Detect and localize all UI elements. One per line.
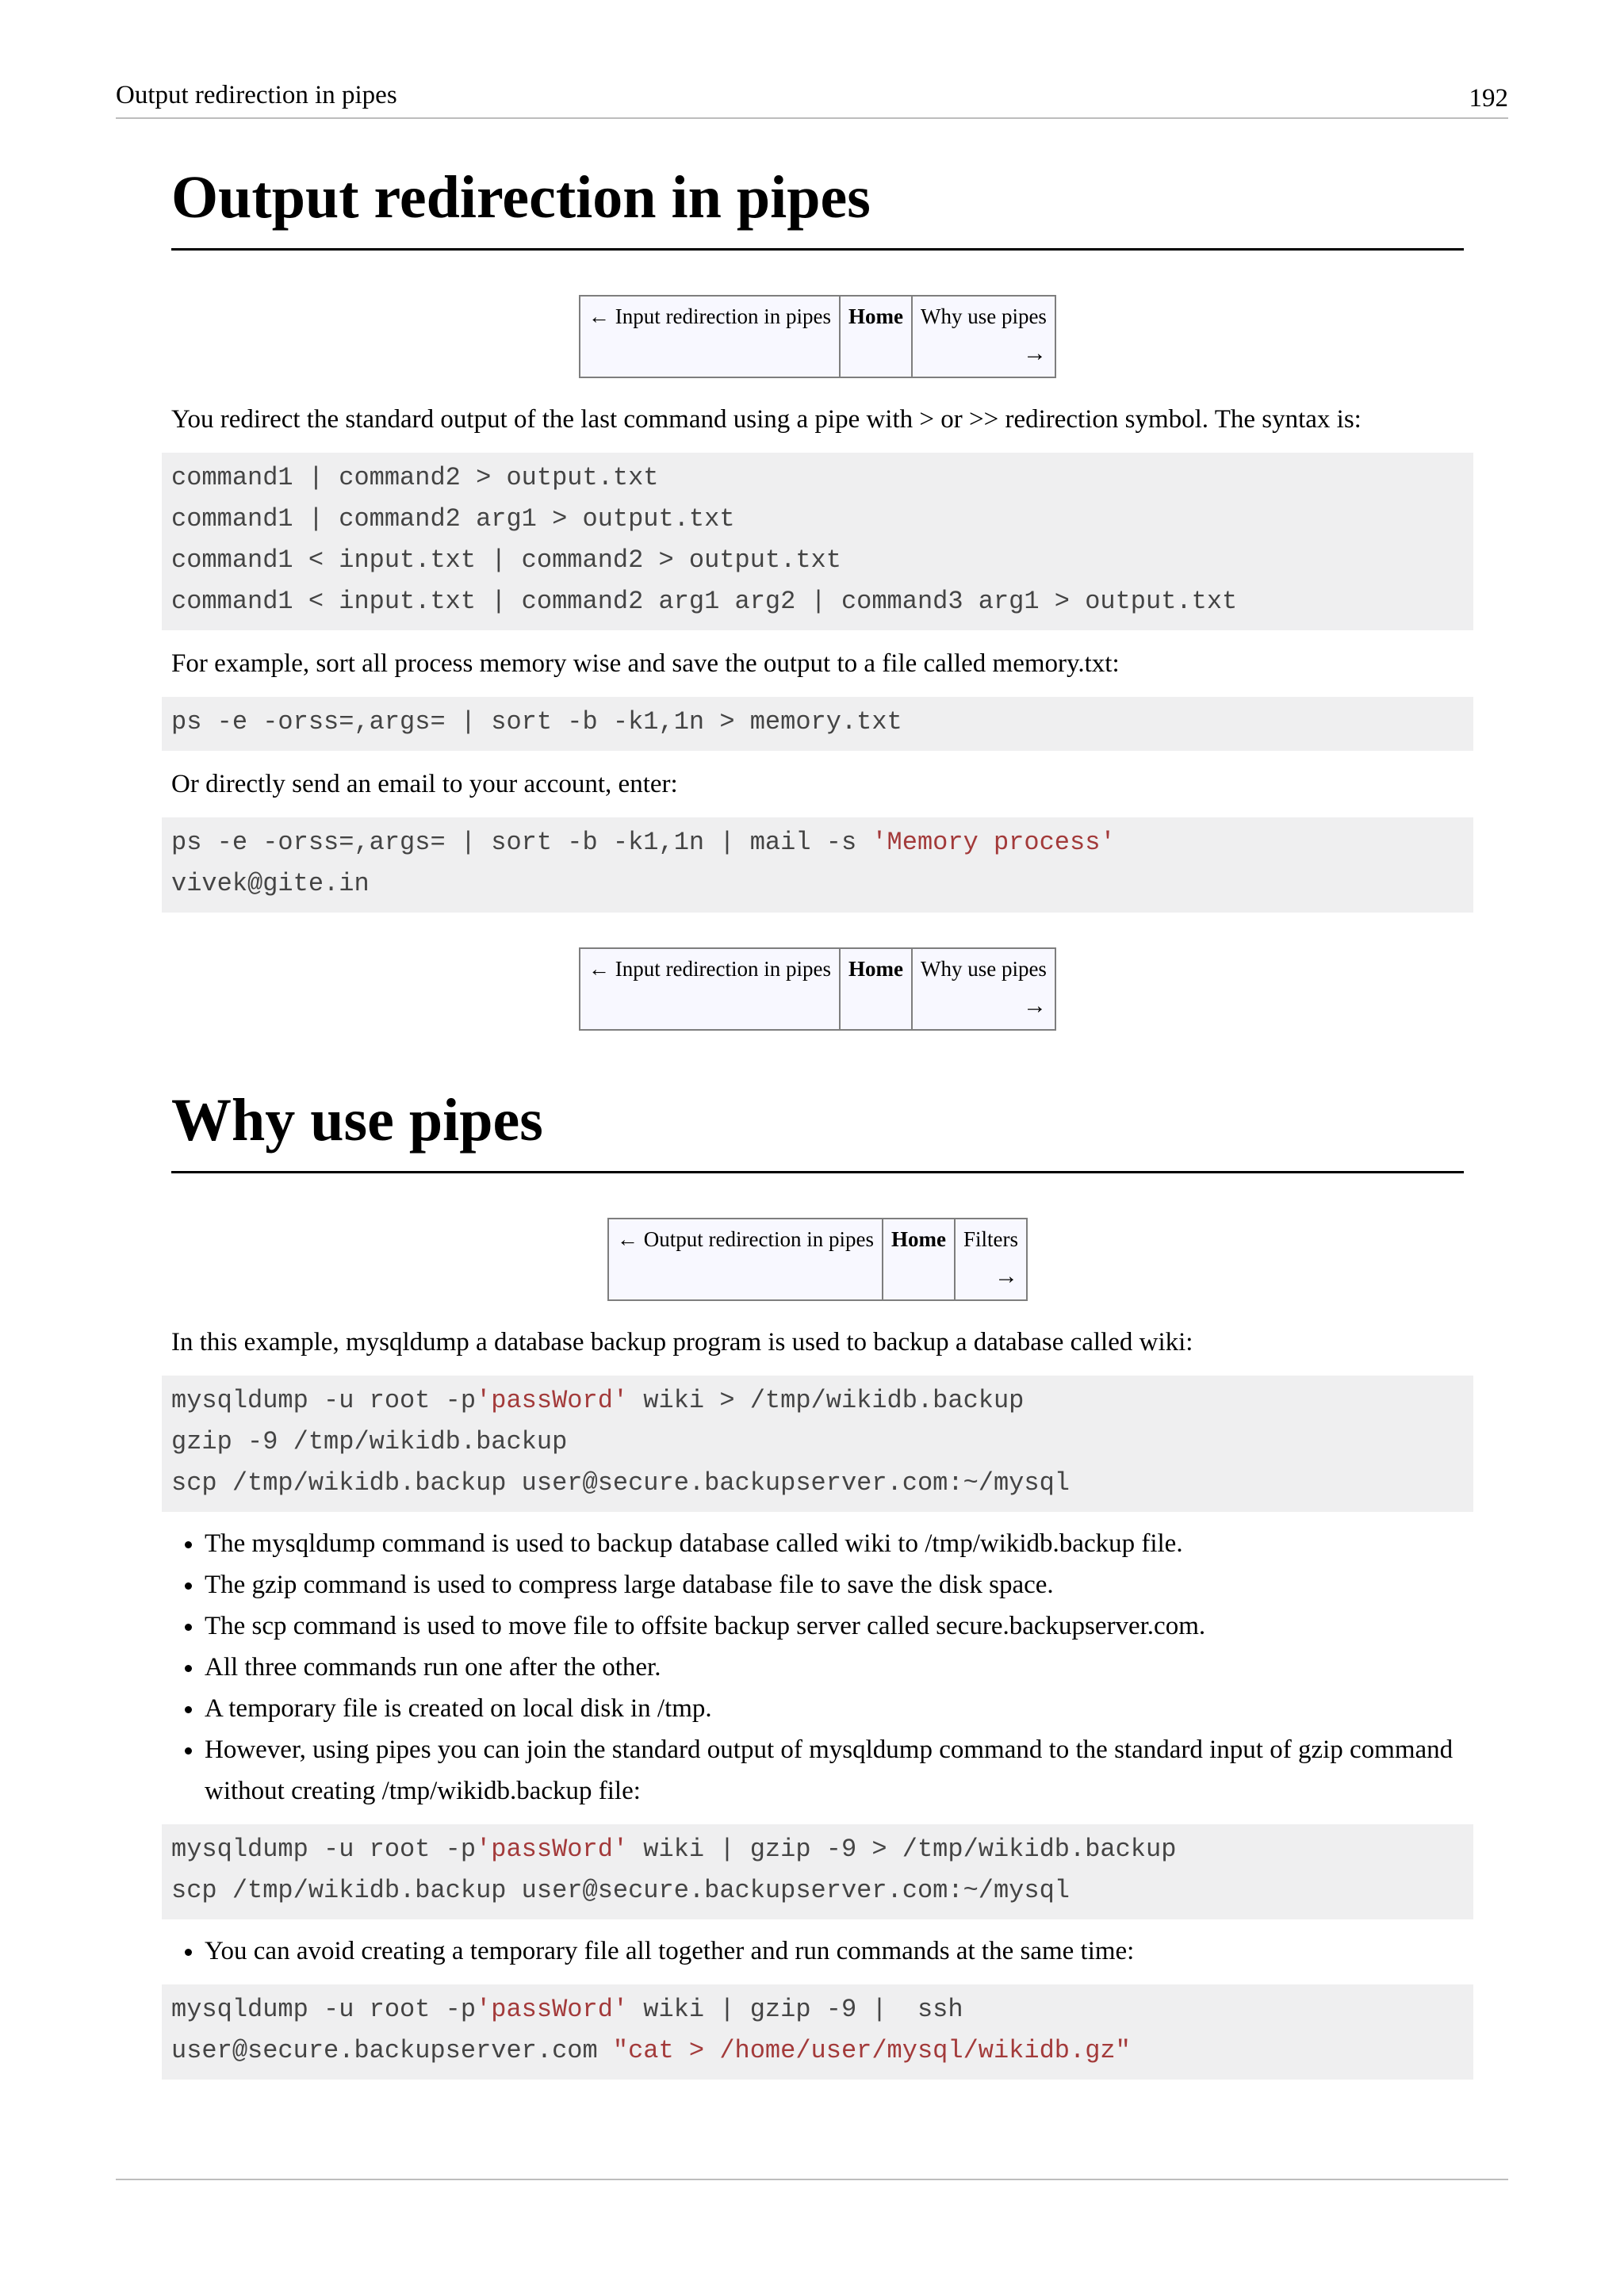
list-item: • The gzip command is used to compress large database file to save the disk space. <box>205 1564 1464 1605</box>
code-line: command1 | command2 arg1 > output.txt <box>171 504 735 534</box>
right-arrow-icon: → <box>994 1263 1018 1290</box>
nav-next-link[interactable] <box>912 948 1055 1030</box>
email-code-block <box>162 817 1473 913</box>
right-arrow-icon: → <box>1022 993 1047 1020</box>
nav-prev-label[interactable]: ← Input redirection in pipes <box>588 304 831 329</box>
code-line: command1 < input.txt | command2 > output.txt <box>171 545 841 576</box>
nav-next-label[interactable]: Filters <box>963 1227 1018 1252</box>
code-line: command1 | command2 > output.txt <box>171 463 659 493</box>
nav-home-link[interactable] <box>883 1219 955 1300</box>
nav-prev-label[interactable]: ← Output redirection in pipes <box>617 1227 874 1252</box>
nav-home-link[interactable] <box>840 948 912 1030</box>
list-item: • The mysqldump command is used to backup database called wiki to /tmp/wikidb.backup file. <box>205 1523 1464 1564</box>
nav-home-label[interactable]: Home <box>848 957 903 982</box>
page-number: 192 <box>1469 84 1508 113</box>
pipe-backup-code-block <box>162 1824 1473 1919</box>
string-literal: 'passWord' <box>476 1995 629 2025</box>
string-literal: 'passWord' <box>476 1835 629 1865</box>
nav-next-link[interactable] <box>955 1219 1027 1300</box>
ssh-pipe-code-block <box>162 1984 1473 2080</box>
code-line: scp /tmp/wikidb.backup user@secure.backupserver.com:~/mysql <box>171 1876 1070 1906</box>
explanation-list-2 <box>171 1931 1464 1972</box>
nav-prev-link[interactable] <box>580 948 840 1030</box>
code-line: user@secure.backupserver.com "cat > /home/user/mysql/wikidb.gz" <box>171 2036 1131 2066</box>
nav-prev-label[interactable]: ← Input redirection in pipes <box>588 957 831 982</box>
intro-paragraph: You redirect the standard output of the last command using a pipe with > or >> redirection symbol. The syntax is: <box>171 405 1362 434</box>
right-arrow-icon: → <box>1022 340 1047 367</box>
section-title-output-redirection: Output redirection in pipes <box>171 119 1464 251</box>
memory-code-block <box>162 697 1473 751</box>
nav-prev-link[interactable] <box>580 296 840 377</box>
nav-box-bottom <box>579 947 1056 1031</box>
list-item: • However, using pipes you can join the standard output of mysqldump command to the standard input of gzip command without creating /tmp/wikidb.backup file: <box>205 1729 1464 1812</box>
syntax-code-block <box>162 453 1473 630</box>
nav-home-link[interactable] <box>840 296 912 377</box>
running-header <box>116 76 1508 119</box>
nav-next-label[interactable]: Why use pipes <box>920 957 1047 982</box>
code-line: command1 < input.txt | command2 arg1 arg2 | command3 arg1 > output.txt <box>171 587 1238 617</box>
code-line: mysqldump -u root -p'passWord' wiki | gzip -9 > /tmp/wikidb.backup <box>171 1835 1177 1865</box>
list-item: • All three commands run one after the other. <box>205 1647 1464 1688</box>
nav-next-link[interactable] <box>912 296 1055 377</box>
code-line: gzip -9 /tmp/wikidb.backup <box>171 1427 568 1457</box>
code-line: vivek@gite.in <box>171 869 370 899</box>
code-line: ps -e -orss=,args= | sort -b -k1,1n > memory.txt <box>171 707 902 737</box>
backup-code-block <box>162 1376 1473 1512</box>
code-line: scp /tmp/wikidb.backup user@secure.backupserver.com:~/mysql <box>171 1468 1070 1498</box>
explanation-list <box>171 1523 1464 1812</box>
nav-prev-link[interactable] <box>608 1219 883 1300</box>
code-line: mysqldump -u root -p'passWord' wiki > /tmp/wikidb.backup <box>171 1386 1025 1416</box>
code-line: ps -e -orss=,args= | sort -b -k1,1n | mail -s 'Memory process' <box>171 828 1116 858</box>
nav-next-label[interactable]: Why use pipes <box>920 304 1047 329</box>
section-title-why-use-pipes: Why use pipes <box>171 1031 1464 1173</box>
string-literal: 'passWord' <box>476 1386 629 1416</box>
code-line: mysqldump -u root -p'passWord' wiki | gzip -9 | ssh <box>171 1995 963 2025</box>
string-literal: 'Memory process' <box>871 828 1116 858</box>
email-paragraph: Or directly send an email to your account, enter: <box>171 770 678 799</box>
list-item: • The scp command is used to move file to offsite backup server called secure.backupserver.com. <box>205 1605 1464 1647</box>
nav-home-label[interactable]: Home <box>891 1227 946 1252</box>
list-item: • A temporary file is created on local disk in /tmp. <box>205 1688 1464 1729</box>
string-literal: "cat > /home/user/mysql/wikidb.gz" <box>612 2036 1131 2066</box>
footer-rule <box>116 2179 1508 2180</box>
page-content <box>171 119 1464 2080</box>
nav-box-why-pipes <box>607 1218 1028 1301</box>
list-item: • You can avoid creating a temporary file all together and run commands at the same time: <box>205 1931 1464 1972</box>
nav-home-label[interactable]: Home <box>848 304 903 329</box>
nav-box-top <box>579 295 1056 378</box>
running-header-title: Output redirection in pipes <box>116 81 397 109</box>
example-paragraph: For example, sort all process memory wise and save the output to a file called memory.txt: <box>171 649 1120 679</box>
mysqldump-intro-paragraph: In this example, mysqldump a database backup program is used to backup a database called wiki: <box>171 1328 1193 1357</box>
